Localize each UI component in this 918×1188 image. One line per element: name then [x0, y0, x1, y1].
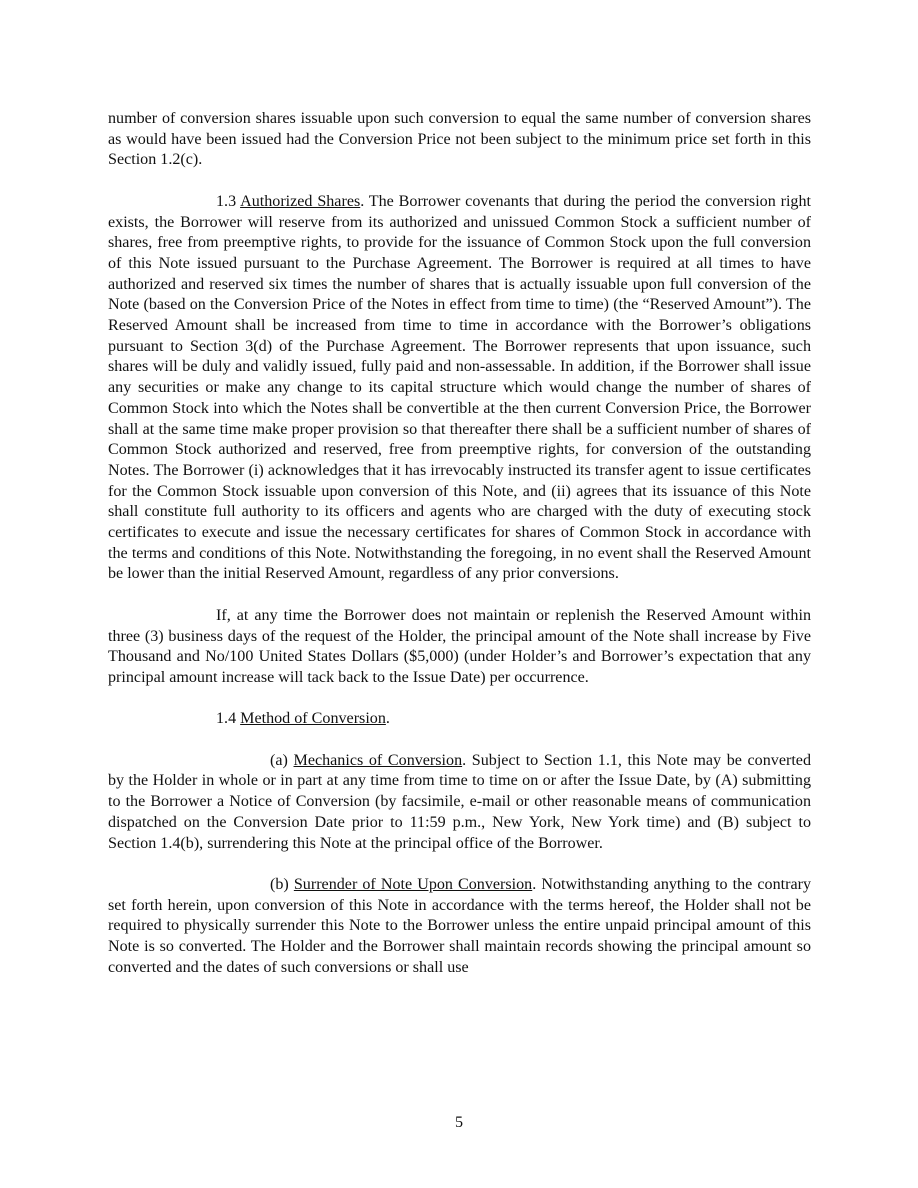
section-1-3 [108, 192, 811, 585]
section-suffix: . [385, 710, 390, 728]
page-body [108, 109, 811, 978]
paragraph-gap [108, 730, 811, 751]
paragraph-gap [108, 585, 811, 606]
section-1-4-heading [108, 709, 811, 730]
paragraph-text: If, at any time the Borrower does not maintain or replenish the Reserved Amount within three (3) business days of the request of the Holder, the principal amount of the Note shall increase by Five Thousand and No/100 United States Dollars ($5,000) (under Holder’s and Borrower’s expectation that any principal amount increase will tack back to the Issue Date) per occurrence. [108, 606, 811, 686]
section-1-4-b [108, 875, 811, 979]
section-number: 1.3 [216, 192, 237, 210]
paragraph-gap [108, 171, 811, 192]
page-number: 5 [454, 1114, 464, 1131]
paragraph-text: number of conversion shares issuable upon such conversion to equal the same number of conversion shares as would have been issued had the Conversion Price not been subject to the minimum price set forth in this Section 1.2(c). [108, 110, 811, 169]
subsection-label: (b) [270, 875, 289, 893]
subsection-title: Mechanics of Conversion [293, 751, 463, 769]
subsection-title: Surrender of Note Upon Conversion [293, 875, 533, 893]
section-1-4-a [108, 751, 811, 855]
subsection-text: . Notwithstanding anything to the contrary set forth herein, upon conversion of this Note in accordance with the terms hereof, the Holder shall not be required to physically surrender this Note to the Borrower unless the entire unpaid principal amount of this Note is so converted. The Holder and the Borrower shall maintain records showing the principal amount so converted and the dates of such conversions or shall use [108, 875, 811, 976]
paragraph-continuation [108, 109, 811, 171]
paragraph-gap [108, 689, 811, 710]
section-number: 1.4 [216, 710, 237, 728]
paragraph-gap [108, 854, 811, 875]
section-title: Authorized Shares [240, 192, 361, 210]
subsection-text: . Subject to Section 1.1, this Note may be converted by the Holder in whole or in part at any time from time to time on or after the Issue Date, by (A) submitting to the Borrower a Notice of Conversion (by facsimile, e-mail or other reasonable means of communication dispatched on the Conversion Date prior to 11:59 p.m., New York, New York time) and (B) subject to Section 1.4(b), surrendering this Note at the principal office of the Borrower. [108, 751, 811, 852]
paragraph-reserved-amount [108, 606, 811, 689]
section-text: . The Borrower covenants that during the period the conversion right exists, the Borrower will reserve from its authorized and unissued Common Stock a sufficient number of shares, free from preemptive rights, to provide for the issuance of Common Stock upon the full conversion of this Note issued pursuant to the Purchase Agreement. The Borrower is required at all times to have authorized and reserved six times the number of shares that is actually issuable upon full conversion of the Note (based on the Conversion Price of the Notes in effect from time to time) (the “Reserved Amount”). The Reserved Amount shall be increased from time to time in accordance with the Borrower’s obligations pursuant to Section 3(d) of the Purchase Agreement. The Borrower represents that upon issuance, such shares will be duly and validly issued, fully paid and non-assessable. In addition, if the Borrower shall issue any securities or make any change to its capital structure which would change the number of shares of Common Stock into which the Notes shall be convertible at the then current Conversion Price, the Borrower shall at the same time make proper provision so that thereafter there shall be a sufficient number of shares of Common Stock authorized and reserved, free from preemptive rights, for conversion of the outstanding Notes. The Borrower (i) acknowledges that it has irrevocably instructed its transfer agent to issue certificates for the Common Stock issuable upon conversion of this Note, and (ii) agrees that its issuance of this Note shall constitute full authority to its officers and agents who are charged with the duty of executing stock certificates to execute and issue the necessary certificates for shares of Common Stock in accordance with the terms and conditions of this Note. Notwithstanding the foregoing, in no event shall the Reserved Amount be lower than the initial Reserved Amount, regardless of any prior conversions. [108, 192, 811, 583]
subsection-label: (a) [270, 751, 288, 769]
section-title: Method of Conversion [240, 710, 386, 728]
